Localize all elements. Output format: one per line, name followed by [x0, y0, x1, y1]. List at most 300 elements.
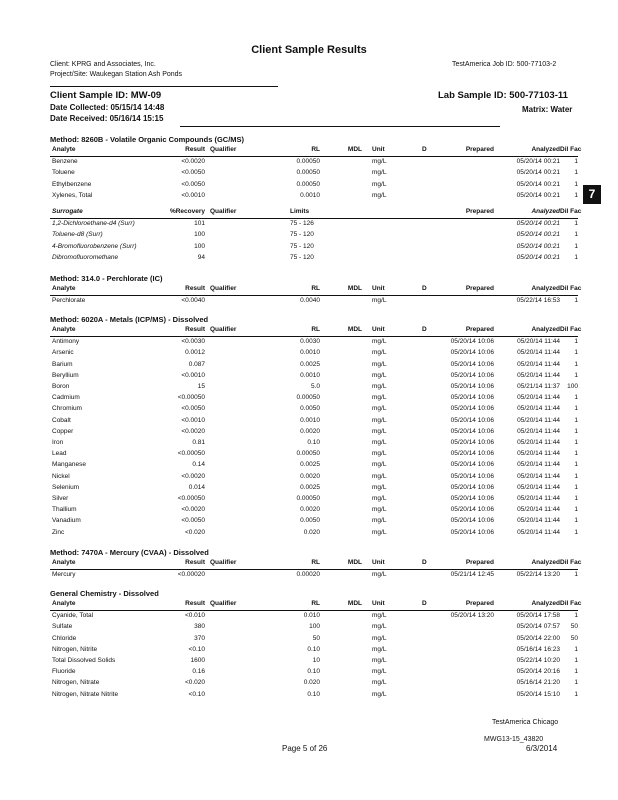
cell-dilfac: 1	[574, 612, 578, 620]
column-header-mdl: MDL	[347, 146, 362, 153]
cell-dilfac: 1	[574, 297, 578, 305]
client-sample-id: Client Sample ID: MW-09	[50, 90, 162, 101]
column-header-prepared: Prepared	[465, 600, 494, 607]
report-date: 6/3/2014	[526, 744, 558, 753]
cell-analyte: Nitrogen, Nitrate	[52, 679, 100, 687]
cell-analyzed: 05/20/14 22:00	[516, 634, 560, 642]
table-row	[50, 297, 578, 307]
table-row	[50, 158, 578, 168]
cell-dilfac: 1	[574, 338, 578, 346]
cell-result: 0.16	[192, 668, 205, 676]
table-row	[50, 169, 578, 179]
cell-unit: mg/L	[372, 517, 387, 525]
cell-analyte: Cobalt	[52, 416, 71, 424]
cell-prepared: 05/20/14 10:06	[450, 349, 494, 357]
cell-surrogate: Dibromofluoromethane	[52, 253, 119, 261]
cell-analyzed: 05/20/14 11:44	[517, 483, 560, 491]
column-header-analyzed: Analyzed	[531, 559, 560, 566]
cell-unit: mg/L	[372, 634, 387, 642]
cell-rl: 0.0020	[300, 472, 320, 480]
table-row	[50, 612, 578, 622]
cell-dilfac: 1	[574, 158, 578, 166]
cell-analyte: Xylenes, Total	[52, 191, 93, 199]
cell-analyzed: 05/20/14 15:10	[516, 690, 560, 698]
column-header-recovery: %Recovery	[169, 208, 205, 215]
cell-rl: 50	[312, 634, 320, 642]
cell-result: <0.0050	[181, 405, 205, 413]
column-header-rl: RL	[311, 600, 320, 607]
cell-analyzed: 05/20/14 11:44	[517, 394, 560, 402]
column-header-d: D	[422, 146, 427, 153]
cell-rl: 0.0020	[300, 427, 320, 435]
column-header-mdl: MDL	[347, 326, 362, 333]
cell-limits: 75 - 120	[290, 242, 314, 250]
cell-rl: 0.0025	[300, 483, 320, 491]
cell-prepared: 05/20/14 10:06	[450, 517, 494, 525]
table-row	[50, 181, 578, 191]
cell-analyte: Fluoride	[52, 668, 76, 676]
column-header-analyzed: Analyzed	[531, 600, 560, 607]
surrogate-row	[50, 220, 578, 230]
voc-section-title: Method: 8260B - Volatile Organic Compounds (GC/MS)	[50, 135, 245, 144]
cell-unit: mg/L	[372, 483, 387, 491]
cell-analyzed: 05/20/14 11:44	[517, 517, 560, 525]
document-id: MWG13-15_43820	[484, 736, 544, 743]
table-row	[50, 571, 578, 581]
cell-prepared: 05/20/14 10:06	[450, 338, 494, 346]
cell-analyte: Mercury	[52, 571, 76, 579]
cell-rl: 0.0010	[300, 191, 320, 199]
cell-result: <0.00050	[177, 450, 205, 458]
cell-unit: mg/L	[372, 191, 387, 199]
cell-unit: mg/L	[372, 461, 387, 469]
cell-dilfac: 1	[574, 349, 578, 357]
cell-analyte: Copper	[52, 427, 74, 435]
cell-analyzed: 05/20/14 11:44	[517, 528, 560, 536]
cell-analyzed: 05/20/14 00:21	[516, 231, 560, 239]
table-row	[50, 450, 578, 460]
cell-analyte: Antimony	[52, 338, 80, 346]
cell-surrogate: 1,2-Dichloroethane-d4 (Surr)	[52, 220, 135, 228]
cell-recovery: 100	[194, 242, 205, 250]
cell-unit: mg/L	[372, 528, 387, 536]
column-header-analyzed: Analyzed	[531, 326, 560, 333]
cell-dilfac: 50	[570, 634, 578, 642]
cell-result: <0.0010	[181, 371, 205, 379]
cell-dilfac: 1	[574, 439, 578, 446]
table-row	[50, 517, 578, 527]
cell-analyte: Toluene	[52, 169, 75, 177]
cell-rl: 0.00050	[296, 495, 320, 502]
cell-analyte: Vanadium	[52, 517, 81, 525]
cell-result: <0.00020	[177, 571, 205, 579]
column-header-dilfac: Dil Fac	[560, 208, 582, 215]
cell-recovery: 94	[197, 253, 205, 261]
column-header-analyzed: Analyzed	[531, 285, 560, 292]
cell-analyzed: 05/20/14 00:21	[516, 158, 560, 166]
surrogate-row	[50, 254, 578, 264]
column-header-prepared: Prepared	[465, 208, 494, 215]
date-collected: Date Collected: 05/15/14 14:48	[50, 103, 165, 112]
cell-dilfac: 1	[574, 461, 578, 469]
cell-unit: mg/L	[372, 427, 387, 435]
cell-analyte: Total Dissolved Solids	[52, 657, 116, 664]
cell-dilfac: 1	[574, 180, 578, 188]
cell-analyte: Benzene	[52, 158, 78, 166]
cell-result: <0.0050	[181, 169, 205, 177]
cell-result: <0.020	[184, 679, 205, 687]
cell-unit: mg/L	[372, 360, 387, 368]
cell-analyzed: 05/20/14 00:21	[516, 220, 560, 228]
cell-analyte: Chromium	[52, 405, 82, 413]
cell-analyzed: 05/20/14 11:44	[517, 450, 560, 458]
column-header-mdl: MDL	[347, 600, 362, 607]
column-header-d: D	[422, 600, 427, 607]
table-row	[50, 691, 578, 701]
column-header-analyte: Analyte	[52, 146, 76, 153]
cell-prepared: 05/20/14 10:06	[450, 371, 494, 379]
cell-dilfac: 1	[574, 506, 578, 514]
cell-dilfac: 1	[574, 220, 578, 228]
column-header-rl: RL	[311, 326, 320, 333]
cell-result: 380	[194, 623, 205, 631]
cell-analyzed: 05/20/14 11:44	[517, 439, 560, 446]
cell-dilfac: 100	[567, 383, 578, 390]
cell-prepared: 05/20/14 13:20	[450, 612, 494, 620]
cell-analyte: Zinc	[52, 528, 65, 536]
column-header-result: Result	[185, 146, 205, 153]
table-row	[50, 529, 578, 539]
column-header-dilfac: Dil Fac	[560, 600, 582, 607]
matrix: Matrix: Water	[522, 105, 573, 114]
cell-limits: 75 - 120	[290, 253, 314, 261]
voc-table-header	[50, 146, 582, 157]
cell-analyzed: 05/20/14 20:16	[516, 668, 560, 676]
cell-rl: 0.0010	[300, 371, 320, 379]
column-header-analyzed: Analyzed	[531, 146, 560, 153]
cell-result: <0.020	[184, 528, 205, 536]
cell-rl: 0.00050	[296, 180, 320, 188]
metals-table-header	[50, 326, 582, 337]
column-header-analyte: Analyte	[52, 559, 76, 566]
cell-prepared: 05/20/14 10:06	[450, 439, 494, 446]
cell-result: <0.0030	[181, 338, 205, 346]
cell-dilfac: 50	[570, 623, 578, 631]
cell-rl: 0.010	[303, 612, 320, 620]
cell-dilfac: 1	[574, 416, 578, 424]
cell-analyzed: 05/22/14 16:53	[516, 297, 560, 305]
table-row	[50, 383, 578, 393]
cell-result: <0.0010	[181, 416, 205, 424]
cell-analyte: Thallium	[52, 506, 77, 514]
cell-analyzed: 05/20/14 11:44	[517, 349, 560, 357]
cell-result: <0.0020	[181, 506, 205, 514]
cell-result: 0.81	[192, 439, 205, 446]
column-header-unit: Unit	[372, 600, 385, 607]
cell-analyzed: 05/20/14 11:44	[517, 360, 560, 368]
cell-prepared: 05/20/14 10:06	[450, 360, 494, 368]
cell-analyzed: 05/20/14 11:44	[517, 405, 560, 413]
column-header-unit: Unit	[372, 146, 385, 153]
column-header-prepared: Prepared	[465, 285, 494, 292]
column-header-surrogate: Surrogate	[52, 208, 83, 215]
column-header-analyte: Analyte	[52, 326, 76, 333]
column-header-dilfac: Dil Fac	[560, 326, 582, 333]
table-row	[50, 192, 578, 202]
column-header-qualifier: Qualifier	[210, 208, 237, 215]
cell-prepared: 05/20/14 10:06	[450, 383, 494, 390]
cell-dilfac: 1	[574, 405, 578, 413]
cell-dilfac: 1	[574, 371, 578, 379]
column-header-d: D	[422, 326, 427, 333]
column-header-result: Result	[185, 600, 205, 607]
table-row	[50, 338, 578, 348]
cell-rl: 0.0010	[300, 349, 320, 357]
column-header-unit: Unit	[372, 326, 385, 333]
column-header-analyte: Analyte	[52, 600, 76, 607]
cell-result: <0.0020	[181, 158, 205, 166]
client-name: Client: KPRG and Associates, Inc.	[50, 61, 156, 68]
page-number: Page 5 of 26	[282, 744, 328, 753]
column-header-analyzed: Analyzed	[531, 208, 560, 215]
column-header-qualifier: Qualifier	[210, 559, 237, 566]
table-row	[50, 484, 578, 494]
table-row	[50, 361, 578, 371]
cell-analyzed: 05/20/14 00:21	[516, 169, 560, 177]
cell-analyte: Ethylbenzene	[52, 180, 92, 188]
column-header-rl: RL	[311, 559, 320, 566]
cell-dilfac: 1	[574, 679, 578, 687]
cell-result: <0.0010	[181, 191, 205, 199]
cell-recovery: 100	[194, 231, 205, 239]
cell-result: <0.0050	[181, 180, 205, 188]
cell-analyzed: 05/20/14 00:21	[516, 253, 560, 261]
cell-result: <0.0050	[181, 517, 205, 525]
cell-result: <0.10	[188, 645, 205, 653]
cell-analyzed: 05/20/14 11:44	[517, 506, 560, 514]
column-header-analyte: Analyte	[52, 285, 76, 292]
cell-unit: mg/L	[372, 394, 387, 402]
column-header-qualifier: Qualifier	[210, 285, 237, 292]
cell-prepared: 05/20/14 10:06	[450, 461, 494, 469]
cell-analyte: Nitrogen, Nitrite	[52, 645, 98, 653]
cell-unit: mg/L	[372, 679, 387, 687]
cell-analyzed: 05/20/14 11:44	[517, 427, 560, 435]
voc-surrogate-header	[50, 208, 582, 219]
table-row	[50, 349, 578, 359]
cell-limits: 75 - 120	[290, 231, 314, 239]
column-header-qualifier: Qualifier	[210, 600, 237, 607]
cell-unit: mg/L	[372, 371, 387, 379]
column-header-rl: RL	[311, 146, 320, 153]
cell-unit: mg/L	[372, 571, 387, 579]
cell-dilfac: 1	[574, 690, 578, 698]
cell-analyte: Iron	[52, 439, 64, 446]
cell-surrogate: 4-Bromofluorobenzene (Surr)	[52, 242, 137, 250]
cell-result: <0.00050	[177, 495, 205, 502]
column-header-prepared: Prepared	[465, 326, 494, 333]
column-header-unit: Unit	[372, 285, 385, 292]
cell-rl: 0.0050	[300, 405, 320, 413]
cell-rl: 0.020	[303, 528, 320, 536]
cell-analyte: Beryllium	[52, 371, 79, 379]
cell-unit: mg/L	[372, 472, 387, 480]
cell-rl: 0.0025	[300, 360, 320, 368]
column-header-result: Result	[185, 285, 205, 292]
table-row	[50, 646, 578, 656]
cell-analyzed: 05/16/14 16:23	[516, 645, 560, 653]
cell-analyte: Manganese	[52, 461, 86, 469]
cell-analyzed: 05/21/14 11:37	[517, 383, 560, 390]
cell-analyzed: 05/20/14 11:44	[517, 338, 560, 346]
cell-analyte: Silver	[52, 495, 69, 502]
column-header-qualifier: Qualifier	[210, 326, 237, 333]
cell-analyte: Perchlorate	[52, 297, 86, 305]
cell-unit: mg/L	[372, 349, 387, 357]
cell-analyte: Arsenic	[52, 349, 74, 357]
cell-rl: 0.0030	[300, 338, 320, 346]
table-row	[50, 439, 578, 449]
cell-rl: 0.00050	[296, 169, 320, 177]
cell-unit: mg/L	[372, 180, 387, 188]
cell-result: <0.010	[184, 612, 205, 620]
cell-unit: mg/L	[372, 623, 387, 631]
column-header-limits: Limits	[290, 208, 310, 215]
perchlorate-table-header	[50, 285, 582, 296]
cell-dilfac: 1	[574, 571, 578, 579]
cell-analyte: Chloride	[52, 634, 77, 642]
cell-result: 15	[197, 383, 205, 390]
cell-analyzed: 05/20/14 11:44	[517, 416, 560, 424]
cell-rl: 5.0	[310, 383, 320, 390]
cell-dilfac: 1	[574, 483, 578, 491]
cell-dilfac: 1	[574, 495, 578, 502]
cell-analyzed: 05/20/14 11:44	[517, 461, 560, 469]
cell-unit: mg/L	[372, 612, 387, 620]
surrogate-row	[50, 231, 578, 241]
project-site: Project/Site: Waukegan Station Ash Ponds	[50, 71, 183, 78]
column-header-result: Result	[185, 559, 205, 566]
table-row	[50, 495, 578, 505]
genchem-table-header	[50, 600, 582, 611]
cell-limits: 75 - 126	[290, 220, 314, 228]
cell-analyzed: 05/20/14 11:44	[517, 472, 560, 480]
cell-unit: mg/L	[372, 439, 387, 446]
cell-analyzed: 05/20/14 11:44	[517, 495, 560, 502]
cell-result: 370	[194, 634, 205, 642]
table-row	[50, 394, 578, 404]
cell-result: <0.00050	[177, 394, 205, 402]
cell-result: 0.0012	[185, 349, 205, 357]
cell-analyte: Sulfate	[52, 623, 73, 631]
cell-analyzed: 05/20/14 00:21	[516, 180, 560, 188]
cell-prepared: 05/20/14 10:06	[450, 528, 494, 536]
cell-dilfac: 1	[574, 450, 578, 458]
cell-unit: mg/L	[372, 657, 387, 664]
cell-analyzed: 05/20/14 17:58	[516, 612, 560, 620]
cell-rl: 0.00050	[296, 394, 320, 402]
cell-rl: 0.10	[307, 645, 320, 653]
cell-dilfac: 1	[574, 231, 578, 239]
cell-rl: 0.10	[307, 668, 320, 676]
cell-result: 0.014	[188, 483, 205, 491]
cell-analyzed: 05/16/14 21:20	[516, 679, 560, 687]
cell-analyzed: 05/20/14 00:21	[516, 191, 560, 199]
cell-unit: mg/L	[372, 297, 387, 305]
cell-dilfac: 1	[574, 472, 578, 480]
perchlorate-section-title: Method: 314.0 - Perchlorate (IC)	[50, 274, 163, 283]
lab-name: TestAmerica Chicago	[492, 719, 559, 726]
cell-dilfac: 1	[574, 360, 578, 368]
column-header-prepared: Prepared	[465, 559, 494, 566]
column-header-dilfac: Dil Fac	[560, 285, 582, 292]
cell-rl: 0.00050	[296, 158, 320, 166]
column-header-result: Result	[185, 326, 205, 333]
cell-prepared: 05/20/14 10:06	[450, 495, 494, 502]
cell-prepared: 05/20/14 10:06	[450, 427, 494, 435]
cell-dilfac: 1	[574, 394, 578, 402]
lab-sample-id: Lab Sample ID: 500-77103-11	[438, 90, 568, 101]
cell-rl: 0.0050	[300, 517, 320, 525]
table-row	[50, 417, 578, 427]
column-header-dilfac: Dil Fac	[560, 146, 582, 153]
cell-rl: 10	[312, 657, 320, 664]
cell-unit: mg/L	[372, 338, 387, 346]
cell-rl: 100	[309, 623, 320, 631]
cell-prepared: 05/20/14 10:06	[450, 405, 494, 413]
cell-prepared: 05/20/14 10:06	[450, 416, 494, 424]
cell-analyzed: 05/20/14 11:44	[517, 371, 560, 379]
cell-analyte: Lead	[52, 450, 67, 458]
cell-rl: 0.0040	[300, 297, 320, 305]
cell-prepared: 05/20/14 10:06	[450, 450, 494, 458]
table-row	[50, 679, 578, 689]
cell-result: 0.087	[188, 360, 205, 368]
cell-prepared: 05/20/14 10:06	[450, 506, 494, 514]
cell-analyte: Boron	[52, 383, 70, 390]
metals-section-title: Method: 6020A - Metals (ICP/MS) - Dissolved	[50, 315, 209, 324]
column-header-prepared: Prepared	[465, 146, 494, 153]
cell-dilfac: 1	[574, 668, 578, 676]
cell-unit: mg/L	[372, 383, 387, 390]
cell-analyzed: 05/22/14 10:20	[516, 657, 560, 664]
table-row	[50, 668, 578, 678]
cell-unit: mg/L	[372, 158, 387, 166]
cell-result: 0.14	[192, 461, 205, 469]
cell-analyte: Selenium	[52, 483, 80, 491]
table-row	[50, 461, 578, 471]
cell-result: <0.10	[188, 690, 205, 698]
cell-dilfac: 1	[574, 242, 578, 250]
column-header-d: D	[422, 559, 427, 566]
column-header-rl: RL	[311, 285, 320, 292]
cell-analyte: Cadmium	[52, 394, 80, 402]
cell-analyzed: 05/22/14 13:20	[516, 571, 560, 579]
cell-rl: 0.00050	[296, 450, 320, 458]
cell-unit: mg/L	[372, 416, 387, 424]
mercury-section-title: Method: 7470A - Mercury (CVAA) - Dissolved	[50, 548, 209, 557]
cell-result: 1600	[190, 657, 205, 664]
cell-analyte: Cyanide, Total	[52, 612, 94, 620]
cell-prepared: 05/20/14 10:06	[450, 483, 494, 491]
cell-unit: mg/L	[372, 169, 387, 177]
cell-rl: 0.00020	[296, 571, 320, 579]
cell-result: <0.0020	[181, 472, 205, 480]
cell-rl: 0.10	[307, 690, 320, 698]
cell-rl: 0.0010	[300, 416, 320, 424]
cell-unit: mg/L	[372, 690, 387, 698]
genchem-section-title: General Chemistry - Dissolved	[50, 589, 159, 598]
